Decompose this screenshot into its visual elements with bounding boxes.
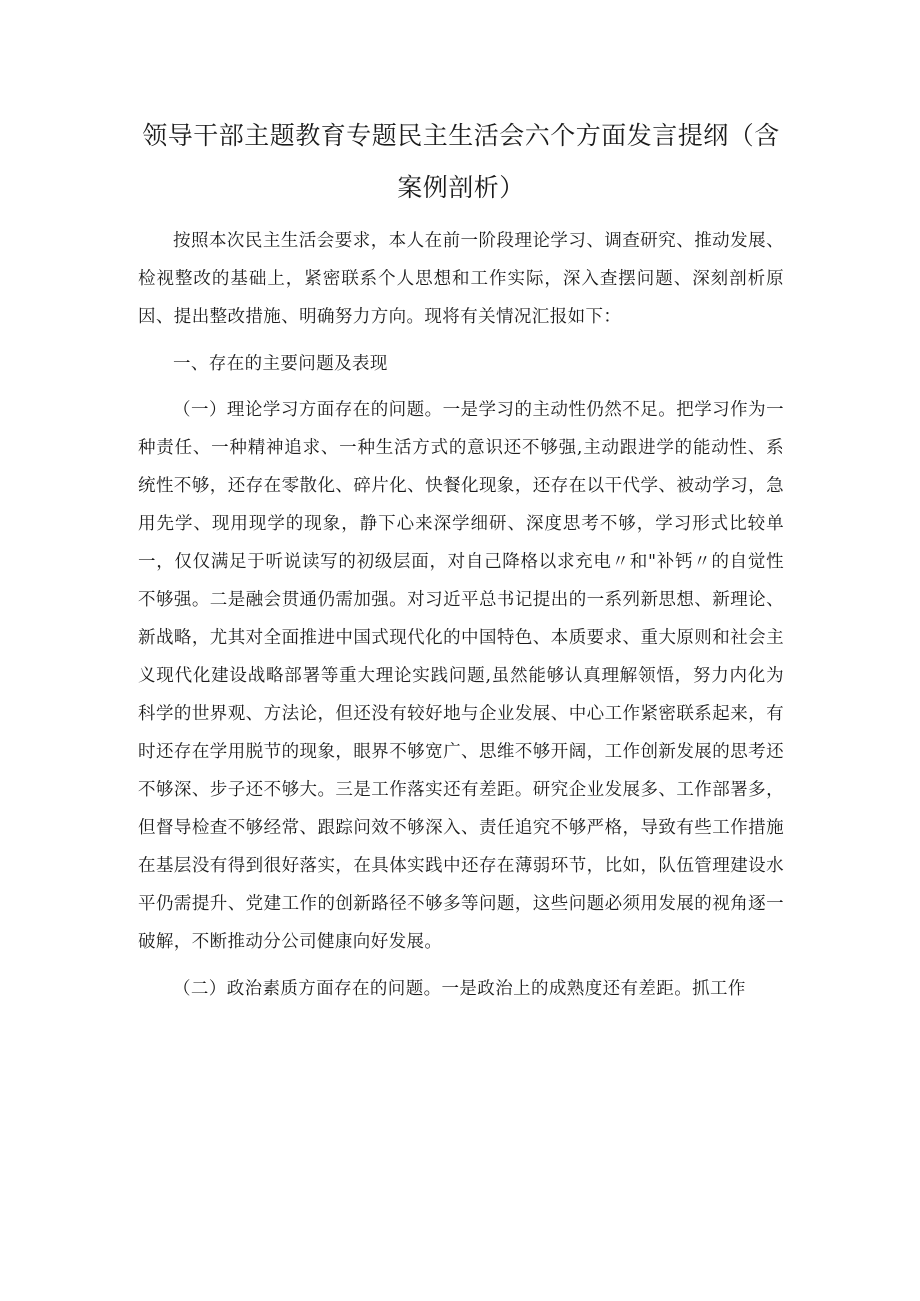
intro-paragraph: 按照本次民主生活会要求，本人在前一阶段理论学习、调查研究、推动发展、检视整改的基础上，紧密联系个人思想和工作实际，深入查摆问题、深刻剖析原因、提出整改措施、明确努力方向。现将有关情况汇报如下：	[138, 231, 784, 327]
theory-study-paragraph: （一）理论学习方面存在的问题。一是学习的主动性仍然不足。把学习作为一种责任、一种精神追求、一种生活方式的意识还不够强,主动跟进学的能动性、系统性不够，还存在零散化、碎片化、快餐化现象，还存在以干代学、被动学习，急用先学、现用现学的现象，静下心来深学细研、深度思考不够，学习形式比较单一，仅仅满足于听说读写的初级层面，对自己降格以求充电〃和"补钙〃的自觉性不够强。二是融会贯通仍需加强。对习近平总书记提出的一系列新思想、新理论、新战略，尤其对全面推进中国式现代化的中国特色、本质要求、重大原则和社会主义现代化建设战略部署等重大理论实践问题,虽然能够认真理解领悟，努力内化为科学的世界观、方法论，但还没有较好地与企业发展、中心工作紧密联系起来，有时还存在学用脱节的现象，眼界不够宽广、思维不够开阔，工作创新发展的思考还不够深、步子还不够大。三是工作落实还有差距。研究企业发展多、工作部署多，但督导检查不够经常、跟踪问效不够深入、责任追究不够严格，导致有些工作措施在基层没有得到很好落实，在具体实践中还存在薄弱环节，比如，队伍管理建设水平仍需提升、党建工作的创新路径不够多等问题，这些问题必须用发展的视角逐一破解，不断推动分公司健康向好发展。	[138, 400, 784, 952]
section-heading: 一、存在的主要问题及表现	[173, 354, 388, 374]
document-title: 领导干部主题教育专题民主生活会六个方面发言提纲（含案例剖析）	[142, 121, 780, 202]
political-quality-paragraph: （二）政治素质方面存在的问题。一是政治上的成熟度还有差距。抓工作	[173, 979, 746, 999]
